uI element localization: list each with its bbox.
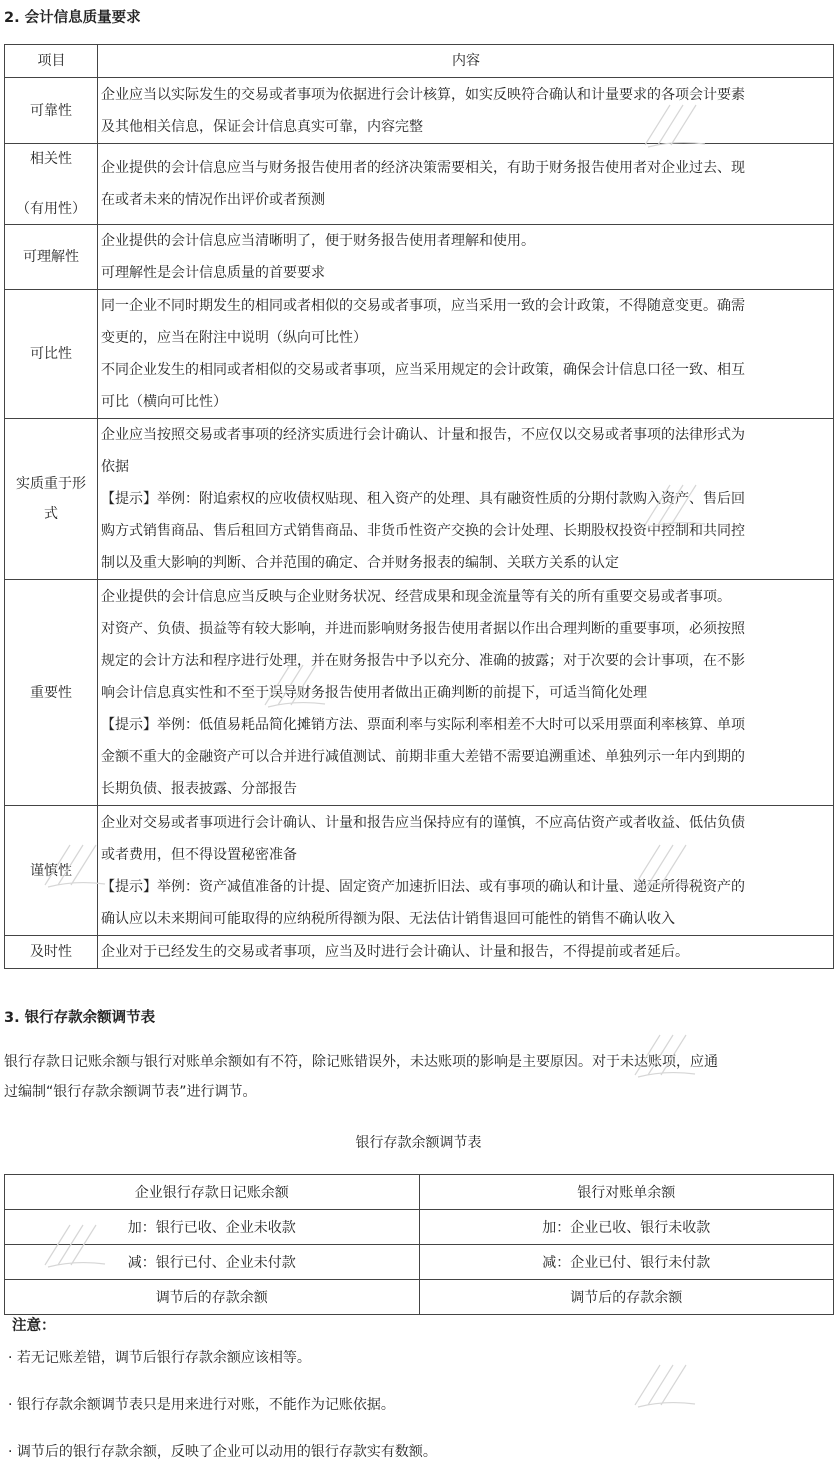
quality-name-cell: [5, 580, 98, 806]
content-line: 在或者未来的情况作出评价或者预测: [101, 192, 325, 208]
notes-title: 注意：: [12, 1318, 56, 1334]
header-content: 内容: [98, 45, 834, 78]
quality-content-cell: [98, 936, 834, 969]
watermark-mark: [640, 100, 710, 150]
header-item: 项目: [5, 45, 98, 78]
quality-name-cell: [5, 419, 98, 580]
table-row: [5, 936, 834, 969]
table-cell: 企业银行存款日记账余额: [5, 1175, 420, 1210]
content-line: 不同企业发生的相同或者相似的交易或者事项，应当采用规定的会计政策，确保会计信息口径一致、相互: [101, 362, 745, 378]
quality-content-cell: [98, 78, 834, 144]
content-line: 金额不重大的金融资产可以合并进行减值测试、前期非重大差错不需要追溯重述、单独列示一年内到期的: [101, 748, 745, 765]
content-line: 可理解性是会计信息质量的首要要求: [101, 265, 325, 281]
watermark-mark: [630, 1360, 700, 1410]
content-line: 同一企业不同时期发生的相同或者相似的交易或者事项，应当采用一致的会计政策，不得随意变更。确需: [101, 298, 745, 314]
quality-name-cell: [5, 144, 98, 225]
table-cell: 加：银行已收、企业未收款: [5, 1210, 420, 1245]
note-item: · 银行存款余额调节表只是用来进行对账，不能作为记账依据。: [8, 1397, 395, 1413]
content-line: 确认应以未来期间可能取得的应纳税所得额为限、无法估计销售退回可能性的销售不确认收入: [101, 910, 675, 927]
section-3-title: 3. 银行存款余额调节表: [4, 1010, 156, 1026]
watermark-mark: [630, 1030, 700, 1080]
note-item: · 若无记账差错，调节后银行存款余额应该相等。: [8, 1350, 311, 1366]
table-row: [5, 225, 834, 290]
watermark-mark: [630, 840, 700, 890]
content-line: 长期负债、报表披露、分部报告: [101, 780, 297, 797]
content-line: 可比（横向可比性）: [101, 394, 227, 410]
table-row: [5, 144, 834, 225]
content-line: 响会计信息真实性和不至于误导财务报告使用者做出正确判断的前提下，可适当简化处理: [101, 684, 647, 701]
table-cell: 调节后的存款余额: [419, 1280, 834, 1315]
quality-content-cell: [98, 419, 834, 580]
content-line: 变更的，应当在附注中说明（纵向可比性）: [101, 330, 367, 346]
content-line: 【提示】举例：低值易耗品简化摊销方法、票面利率与实际利率相差不大时可以采用票面利率核算、单项: [101, 716, 745, 733]
content-line: 企业提供的会计信息应当与财务报告使用者的经济决策需要相关，有助于财务报告使用者对企业过去、现: [101, 160, 745, 176]
intro-line: 过编制“银行存款余额调节表”进行调节。: [4, 1084, 257, 1100]
quality-name-cell: [5, 290, 98, 419]
content-line: 【提示】举例：附追索权的应收债权贴现、租入资产的处理、具有融资性质的分期付款购入资产、售后回: [101, 491, 745, 507]
content-line: 及其他相关信息，保证会计信息真实可靠，内容完整: [101, 118, 423, 135]
table-caption: 银行存款余额调节表: [355, 1135, 482, 1151]
table-row: [5, 1210, 834, 1245]
content-line: 【提示】举例：资产减值准备的计提、固定资产加速折旧法、或有事项的确认和计量、递延所得税资产的: [101, 878, 745, 895]
table-row: [5, 806, 834, 936]
note-item: · 调节后的银行存款余额，反映了企业可以动用的银行存款实有数额。: [8, 1444, 437, 1460]
content-line: 企业应当按照交易或者事项的经济实质进行会计确认、计量和报告，不应仅以交易或者事项的法律形式为: [101, 427, 745, 443]
intro-paragraph: [4, 1047, 832, 1107]
content-line: 或者费用，但不得设置秘密准备: [101, 846, 297, 863]
intro-line: 银行存款日记账余额与银行对账单余额如有不符，除记账错误外，未达账项的影响是主要原因。对于未达账项，应通: [4, 1054, 718, 1070]
table-cell: 减：银行已付、企业未付款: [5, 1245, 420, 1280]
content-line: 企业提供的会计信息应当清晰明了，便于财务报告使用者理解和使用。: [101, 233, 535, 249]
table-cell: 银行对账单余额: [419, 1175, 834, 1210]
table-cell: 减：企业已付、银行未付款: [419, 1245, 834, 1280]
content-line: 对资产、负债、损益等有较大影响，并进而影响财务报告使用者据以作出合理判断的重要事项，必须按照: [101, 620, 745, 637]
quality-content-cell: [98, 290, 834, 419]
quality-content-cell: [98, 144, 834, 225]
content-line: 依据: [101, 459, 129, 475]
quality-name-cell: [5, 225, 98, 290]
content-line: 购方式销售商品、售后租回方式销售商品、非货币性资产交换的会计处理、长期股权投资中控制和共同控: [101, 523, 745, 539]
table-row: [5, 290, 834, 419]
content-line: 制以及重大影响的判断、合并范围的确定、合并财务报表的编制、关联方关系的认定: [101, 555, 619, 571]
quality-name: 式: [44, 506, 58, 522]
watermark-mark: [40, 1220, 110, 1270]
watermark-mark: [260, 660, 330, 710]
table-row: [5, 1280, 834, 1315]
table-header-row: [5, 45, 834, 78]
table-row: [5, 580, 834, 806]
quality-content-cell: [98, 580, 834, 806]
table-row: [5, 1245, 834, 1280]
quality-name: 可靠性: [30, 102, 72, 119]
table-cell: 加：企业已收、银行未收款: [419, 1210, 834, 1245]
quality-name: 重要性: [30, 684, 72, 701]
table-row: [5, 1175, 834, 1210]
section-2-title: 2. 会计信息质量要求: [4, 10, 141, 26]
content-line: 企业对于已经发生的交易或者事项，应当及时进行会计确认、计量和报告，不得提前或者延后。: [101, 944, 689, 960]
reconciliation-table: [4, 1174, 834, 1315]
content-line: 企业应当以实际发生的交易或者事项为依据进行会计核算，如实反映符合确认和计量要求的各项会计要素: [101, 86, 745, 103]
content-line: 企业提供的会计信息应当反映与企业财务状况、经营成果和现金流量等有关的所有重要交易或者事项。: [101, 588, 731, 605]
quality-name: （有用性）: [16, 201, 86, 217]
quality-name-cell: [5, 936, 98, 969]
quality-name-cell: [5, 78, 98, 144]
quality-name: 谨慎性: [30, 862, 72, 879]
quality-name: 可比性: [30, 346, 72, 362]
quality-name: 实质重于形: [16, 476, 86, 492]
watermark-mark: [640, 480, 710, 530]
quality-name: 及时性: [30, 944, 72, 960]
content-line: 规定的会计方法和程序进行处理，并在财务报告中予以充分、准确的披露；对于次要的会计事项，在不影: [101, 652, 745, 669]
quality-name: 可理解性: [23, 249, 79, 265]
table-cell: 调节后的存款余额: [5, 1280, 420, 1315]
quality-content-cell: [98, 806, 834, 936]
quality-name: 相关性: [30, 151, 72, 167]
content-line: 企业对交易或者事项进行会计确认、计量和报告应当保持应有的谨慎，不应高估资产或者收益、低估负债: [101, 814, 745, 831]
quality-content-cell: [98, 225, 834, 290]
watermark-mark: [40, 840, 110, 890]
